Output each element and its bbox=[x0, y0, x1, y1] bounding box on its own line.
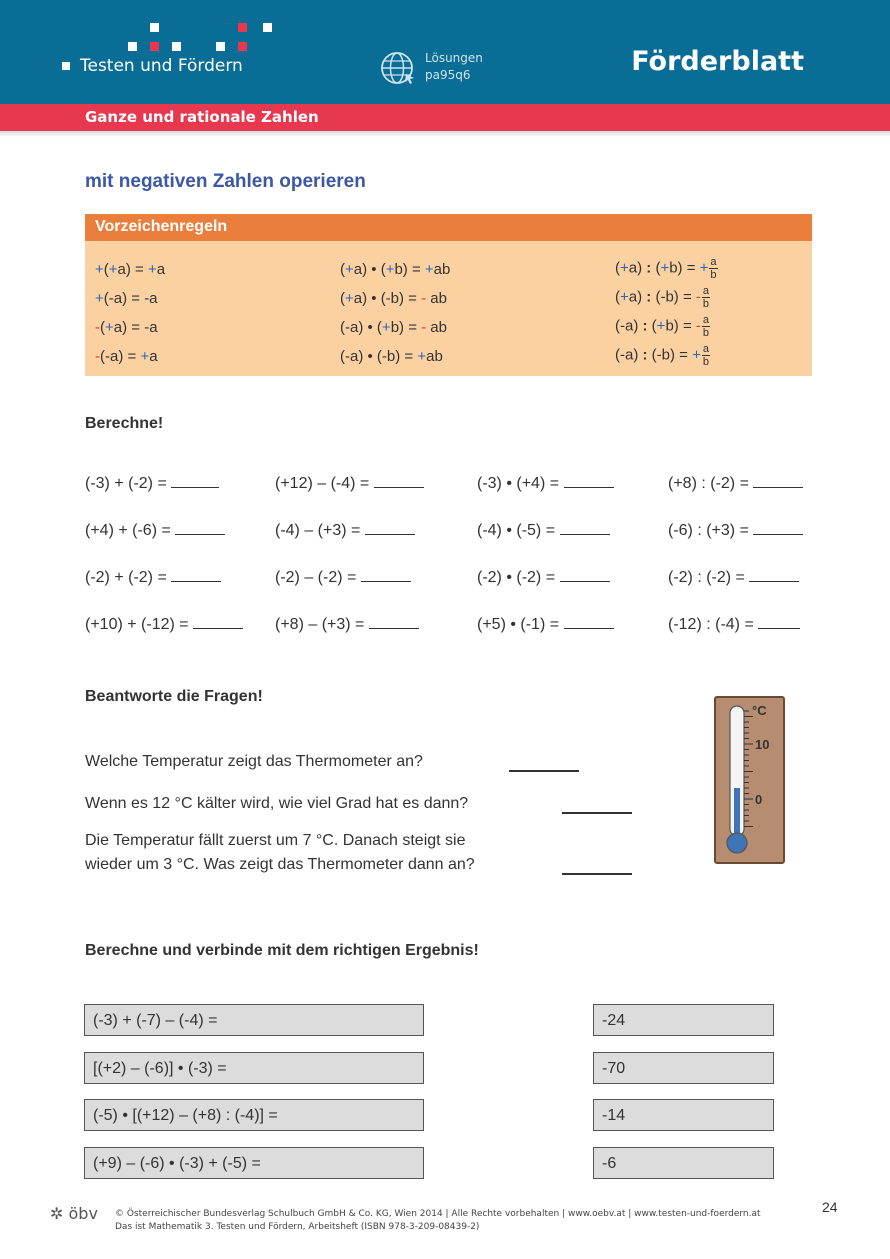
subtitle-bar bbox=[0, 104, 890, 131]
exercise: (-2) + (-2) = bbox=[85, 568, 221, 587]
exercise: (-4) • (-5) = bbox=[477, 521, 610, 540]
exercise: (-2) • (-2) = bbox=[477, 568, 610, 587]
exercise: (-4) – (+3) = bbox=[275, 521, 415, 540]
expression-box[interactable]: [(+2) – (-6)] • (-3) = bbox=[84, 1052, 424, 1084]
page-title: Förderblatt bbox=[631, 46, 804, 77]
page-number: 24 bbox=[822, 1199, 838, 1215]
header-shadow bbox=[0, 131, 890, 137]
answer-blank[interactable] bbox=[753, 474, 803, 488]
section-title: mit negativen Zahlen operieren bbox=[85, 171, 366, 192]
answer-blank[interactable] bbox=[560, 521, 610, 535]
mercury-column bbox=[734, 788, 740, 838]
question-2: Wenn es 12 °C kälter wird, wie viel Grad hat es dann? bbox=[85, 795, 469, 812]
answer-blank[interactable] bbox=[564, 474, 614, 488]
globe-icon[interactable] bbox=[380, 50, 416, 86]
exercise: (+8) – (+3) = bbox=[275, 615, 419, 634]
rule-add-mm: -(-a) = +a bbox=[95, 348, 158, 365]
rule-add-mp: -(+a) = -a bbox=[95, 319, 158, 336]
answer-blank[interactable] bbox=[171, 568, 221, 582]
exercise: (-2) – (-2) = bbox=[275, 568, 411, 587]
thermometer-label-10: 10 bbox=[755, 737, 770, 752]
answer-line-2[interactable] bbox=[562, 812, 632, 814]
expression-box[interactable]: (-5) • [(+12) – (+8) : (-4)] = bbox=[84, 1099, 424, 1131]
answer-blank[interactable] bbox=[365, 521, 415, 535]
answer-blank[interactable] bbox=[171, 474, 219, 488]
answer-blank[interactable] bbox=[374, 474, 424, 488]
sign-rules-header bbox=[85, 214, 812, 241]
task2-heading: Beantworte die Fragen! bbox=[85, 688, 263, 705]
exercise: (+5) • (-1) = bbox=[477, 615, 614, 634]
answer-blank[interactable] bbox=[193, 615, 243, 629]
rule-mul-mp: (-a) • (+b) = - ab bbox=[340, 319, 447, 336]
brand-name: Testen und Fördern bbox=[80, 56, 243, 76]
answer-blank[interactable] bbox=[175, 521, 225, 535]
thermometer-graphic bbox=[716, 698, 783, 862]
publisher-logo: ✲ öbv bbox=[50, 1204, 98, 1223]
answer-blank[interactable] bbox=[564, 615, 614, 629]
result-box[interactable]: -6 bbox=[593, 1147, 774, 1179]
solutions-label[interactable]: Lösungen bbox=[425, 51, 483, 65]
exercise: (-3) • (+4) = bbox=[477, 474, 614, 493]
answer-line-3[interactable] bbox=[562, 873, 632, 875]
sign-rules-box bbox=[85, 214, 812, 376]
exercise: (+4) + (-6) = bbox=[85, 521, 225, 540]
rule-div-mm: (-a) : (-b) = + $\frac{a}{b}$ bbox=[615, 343, 709, 368]
expression-box[interactable]: (+9) – (-6) • (-3) + (-5) = bbox=[84, 1147, 424, 1179]
isbn-line: Das ist Mathematik 3. Testen und Fördern, Arbeitsheft (ISBN 978-3-209-08439-2) bbox=[115, 1222, 480, 1232]
result-box[interactable]: -24 bbox=[593, 1004, 774, 1036]
copyright-line: © Österreichischer Bundesverlag Schulbuch GmbH & Co. KG, Wien 2014 | Alle Rechte vorbehalten | www.oebv.at | www.testen-und-foerdern.at bbox=[115, 1209, 761, 1219]
answer-blank[interactable] bbox=[749, 568, 799, 582]
task3-heading: Berechne und verbinde mit dem richtigen Ergebnis! bbox=[85, 942, 479, 959]
exercise: (+10) + (-12) = bbox=[85, 615, 243, 634]
rule-mul-pp: (+a) • (+b) = +ab bbox=[340, 261, 451, 278]
question-3-line-2: wieder um 3 °C. Was zeigt das Thermometer dann an? bbox=[85, 856, 475, 873]
logo-dots bbox=[125, 20, 285, 60]
sign-rules-heading: Vorzeichenregeln bbox=[95, 218, 228, 235]
task1-heading: Berechne! bbox=[85, 415, 164, 432]
rule-mul-pm: (+a) • (-b) = - ab bbox=[340, 290, 447, 307]
rule-div-mp: (-a) : (+b) = - $\frac{a}{b}$ bbox=[615, 314, 709, 339]
exercise: (-3) + (-2) = bbox=[85, 474, 219, 493]
thermometer-label-0: 0 bbox=[755, 792, 763, 807]
exercise: (-6) : (+3) = bbox=[668, 521, 803, 540]
question-1: Welche Temperatur zeigt das Thermometer an? bbox=[85, 753, 423, 770]
answer-blank[interactable] bbox=[758, 615, 800, 629]
thermometer-unit: °C bbox=[752, 703, 767, 718]
answer-blank[interactable] bbox=[361, 568, 411, 582]
thermometer-bulb bbox=[727, 833, 747, 853]
header-bar bbox=[0, 0, 890, 104]
exercise: (+12) – (-4) = bbox=[275, 474, 424, 493]
rule-div-pm: (+a) : (-b) = - $\frac{a}{b}$ bbox=[615, 285, 709, 310]
answer-line-1[interactable] bbox=[509, 770, 579, 772]
solutions-code[interactable]: pa95q6 bbox=[425, 68, 471, 82]
answer-blank[interactable] bbox=[369, 615, 419, 629]
expression-box[interactable]: (-3) + (-7) – (-4) = bbox=[84, 1004, 424, 1036]
result-box[interactable]: -14 bbox=[593, 1099, 774, 1131]
rule-add-pm: +(-a) = -a bbox=[95, 290, 158, 307]
rule-add-pp: +(+a) = +a bbox=[95, 261, 166, 278]
result-box[interactable]: -70 bbox=[593, 1052, 774, 1084]
exercise: (-12) : (-4) = bbox=[668, 615, 800, 634]
answer-blank[interactable] bbox=[560, 568, 610, 582]
rule-mul-mm: (-a) • (-b) = +ab bbox=[340, 348, 443, 365]
question-3-line-1: Die Temperatur fällt zuerst um 7 °C. Danach steigt sie bbox=[85, 832, 466, 849]
rule-div-pp: (+a) : (+b) = + $\frac{a}{b}$ bbox=[615, 256, 717, 281]
brand-square-icon bbox=[62, 62, 70, 70]
subtitle: Ganze und rationale Zahlen bbox=[85, 108, 319, 126]
exercise: (+8) : (-2) = bbox=[668, 474, 803, 493]
exercise: (-2) : (-2) = bbox=[668, 568, 799, 587]
answer-blank[interactable] bbox=[753, 521, 803, 535]
thermometer bbox=[714, 696, 785, 864]
